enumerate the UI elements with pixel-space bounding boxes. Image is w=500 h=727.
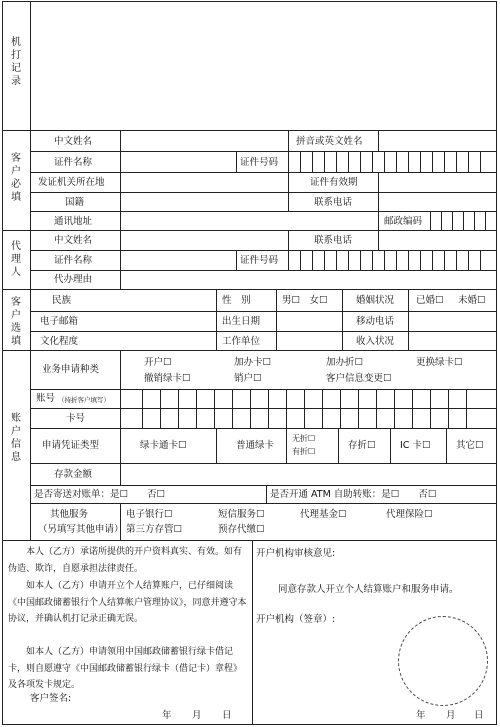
grid-line xyxy=(216,289,217,350)
gender-checkboxes[interactable]: 男☐ 女☐ xyxy=(282,295,328,306)
customer-signature-label: 客户签名: xyxy=(30,693,72,704)
label-other-services: 其他服务 xyxy=(50,509,89,520)
label-chinese-name: 中文姓名 xyxy=(54,136,93,147)
customer-sign-day: 日 xyxy=(222,710,232,721)
id-type-field[interactable] xyxy=(121,152,235,171)
close-account-checkbox[interactable]: 销户☐ xyxy=(234,373,262,384)
issuing-authority-field[interactable] xyxy=(121,173,287,191)
label-id-validity: 证件有效期 xyxy=(310,177,358,188)
bank-sign-year: 年 xyxy=(416,710,426,721)
label-mobile: 移动电话 xyxy=(356,316,395,327)
id-validity-field[interactable] xyxy=(379,173,496,191)
label-ethnicity: 民族 xyxy=(52,295,72,306)
other-checkbox[interactable]: 其它☐ xyxy=(456,440,484,451)
label-email: 电子邮箱 xyxy=(40,316,79,327)
pinyin-name-field[interactable] xyxy=(379,131,496,150)
grid-line xyxy=(2,350,497,351)
grid-line xyxy=(408,289,409,350)
agent-id-number-field[interactable] xyxy=(289,251,496,269)
label-income: 收入状况 xyxy=(356,336,395,347)
grid-line xyxy=(266,485,267,503)
grid-line xyxy=(288,172,289,211)
label-deposit-amount: 存款金额 xyxy=(54,469,93,480)
phone-field[interactable] xyxy=(379,193,496,210)
section-machine-record: 机打记录 xyxy=(11,37,21,87)
chinese-name-field[interactable] xyxy=(121,131,287,150)
mail-statement-option[interactable]: 是否寄送对账单：是☐ 否☐ xyxy=(34,489,166,500)
label-employer: 工作单位 xyxy=(222,336,261,347)
ic-card-checkbox[interactable]: IC 卡☐ xyxy=(400,440,431,451)
prepaid-payment-checkbox[interactable]: 预存代缴☐ xyxy=(218,524,265,535)
label-voucher-type: 申请凭证类型 xyxy=(42,440,100,451)
review-opinion-title: 开户机构审核意见: xyxy=(256,548,336,559)
label-id-type: 证件名称 xyxy=(54,157,93,168)
label-id-number: 证件号码 xyxy=(240,157,279,168)
deposit-amount-field[interactable] xyxy=(121,464,496,484)
section-customer-required: 客户必填 xyxy=(11,153,21,203)
grid-line xyxy=(288,230,289,250)
grid-line xyxy=(288,130,289,151)
label-marital-status: 婚姻状况 xyxy=(356,295,395,306)
grid-line xyxy=(286,428,287,463)
atm-transfer-option[interactable]: 是否开通 ATM 自助转账：是☐ 否☐ xyxy=(270,489,437,500)
third-party-custody-checkbox[interactable]: 第三方存管☐ xyxy=(126,524,183,535)
grid-line xyxy=(30,331,497,332)
nationality-field[interactable] xyxy=(121,193,287,210)
label-education: 文化程度 xyxy=(40,336,79,347)
grid-line xyxy=(2,289,497,290)
sms-service-checkbox[interactable]: 短信服务☐ xyxy=(218,509,265,520)
customer-signature-field[interactable] xyxy=(84,690,244,706)
label-agent-id-type: 证件名称 xyxy=(54,255,93,266)
label-birth-date: 出生日期 xyxy=(222,316,261,327)
account-no-note: （持折客户填写） xyxy=(58,396,110,404)
agency-insurance-checkbox[interactable]: 代理保险☐ xyxy=(386,509,433,520)
grid-line xyxy=(236,151,237,172)
declaration-para-3: 如本人（乙方）申请领用中国邮政储蓄银行绿卡借记卡，则自愿遵守《中国邮政储蓄银行绿卡（借记卡）章程》及各项发卡规定。 xyxy=(8,647,243,690)
label-account-no: 账号 xyxy=(36,393,56,404)
agent-name-field[interactable] xyxy=(121,231,287,249)
customer-sign-year: 年 xyxy=(162,710,172,721)
label-regular-green-card: 普通绿卡 xyxy=(236,440,275,451)
married-checkbox[interactable]: 已婚☐ xyxy=(416,295,444,306)
add-card-checkbox[interactable]: 加办卡☐ xyxy=(234,357,272,368)
agent-id-type-field[interactable] xyxy=(121,251,235,269)
grid-line xyxy=(252,540,253,724)
grid-line xyxy=(276,289,277,350)
label-service-type: 业务申请种类 xyxy=(42,364,100,375)
grid-line xyxy=(30,485,497,486)
grid-line xyxy=(236,250,237,270)
open-account-checkbox[interactable]: 开户☐ xyxy=(144,357,172,368)
label-agent-id-number: 证件号码 xyxy=(240,255,279,266)
address-field[interactable] xyxy=(121,212,377,229)
with-passbook-checkbox[interactable]: 有折☐ xyxy=(292,447,316,456)
bank-sign-day: 日 xyxy=(474,710,484,721)
unmarried-checkbox[interactable]: 未婚☐ xyxy=(458,295,486,306)
no-passbook-checkbox[interactable]: 无折☐ xyxy=(292,434,316,443)
section-customer-optional: 客户选填 xyxy=(11,297,21,347)
e-banking-checkbox[interactable]: 电子银行☐ xyxy=(126,509,173,520)
add-passbook-checkbox[interactable]: 加办折☐ xyxy=(326,357,364,368)
card-number-field[interactable] xyxy=(121,409,496,427)
customer-sign-month: 月 xyxy=(192,710,202,721)
seal-placeholder-circle xyxy=(398,616,488,706)
review-opinion-text: 同意存款人开立个人结算账户和服务申请。 xyxy=(278,584,459,595)
grid-line xyxy=(338,428,339,463)
label-agent-reason: 代办理由 xyxy=(54,274,93,285)
postcode-field[interactable] xyxy=(431,212,496,229)
id-number-field[interactable] xyxy=(289,152,496,171)
agency-fund-checkbox[interactable]: 代理基金☐ xyxy=(300,509,347,520)
label-nationality: 国籍 xyxy=(65,197,85,208)
grid-line xyxy=(378,211,379,230)
grid-line xyxy=(446,428,447,463)
label-address: 通讯地址 xyxy=(54,216,93,227)
info-change-checkbox[interactable]: 客户信息变更☐ xyxy=(326,373,392,384)
grid-line xyxy=(30,428,497,429)
green-express-card-checkbox[interactable]: 绿卡通卡☐ xyxy=(140,440,187,451)
machine-record-area[interactable] xyxy=(31,2,496,129)
label-card-no: 卡号 xyxy=(66,413,86,424)
account-number-field[interactable] xyxy=(121,390,496,407)
label-agent-chinese-name: 中文姓名 xyxy=(54,235,93,246)
grid-line xyxy=(216,428,217,463)
bank-sign-month: 月 xyxy=(446,710,456,721)
grid-line xyxy=(2,540,497,541)
grid-line xyxy=(30,503,497,504)
grid-line xyxy=(390,428,391,463)
other-services-note: （另填写其他申请） xyxy=(38,524,124,535)
declaration-para-2: 如本人（乙方）申请开立个人结算账户，已仔细阅读《中国邮政储蓄银行个人结算帐户管理协议》，同意并遵守本协议，并确认机打记录正确无误。 xyxy=(8,581,247,624)
cancel-green-card-checkbox[interactable]: 撤销绿卡☐ xyxy=(144,373,191,384)
label-phone: 联系电话 xyxy=(314,197,353,208)
grid-line xyxy=(30,311,497,312)
agent-reason-field[interactable] xyxy=(121,271,496,288)
grid-line xyxy=(342,289,343,350)
label-gender: 性 别 xyxy=(222,295,251,306)
declaration-para-1: 本人（乙方）承诺所提供的开户资料真实、有效。如有伪造、欺诈，自愿承担法律责任。 xyxy=(8,547,243,574)
section-account-info: 账户信息 xyxy=(11,413,21,463)
label-pinyin-name: 拼音或英文姓名 xyxy=(296,136,363,147)
label-agent-phone: 联系电话 xyxy=(314,235,353,246)
replace-green-card-checkbox[interactable]: 更换绿卡☐ xyxy=(416,357,463,368)
section-agent: 代理人 xyxy=(11,241,21,278)
agent-phone-field[interactable] xyxy=(379,231,496,249)
passbook-checkbox[interactable]: 存折☐ xyxy=(348,440,376,451)
institution-seal-label: 开户机构（签章）: xyxy=(256,614,336,625)
label-postcode: 邮政编码 xyxy=(384,216,423,227)
label-issuing-authority: 发证机关所在地 xyxy=(38,177,105,188)
